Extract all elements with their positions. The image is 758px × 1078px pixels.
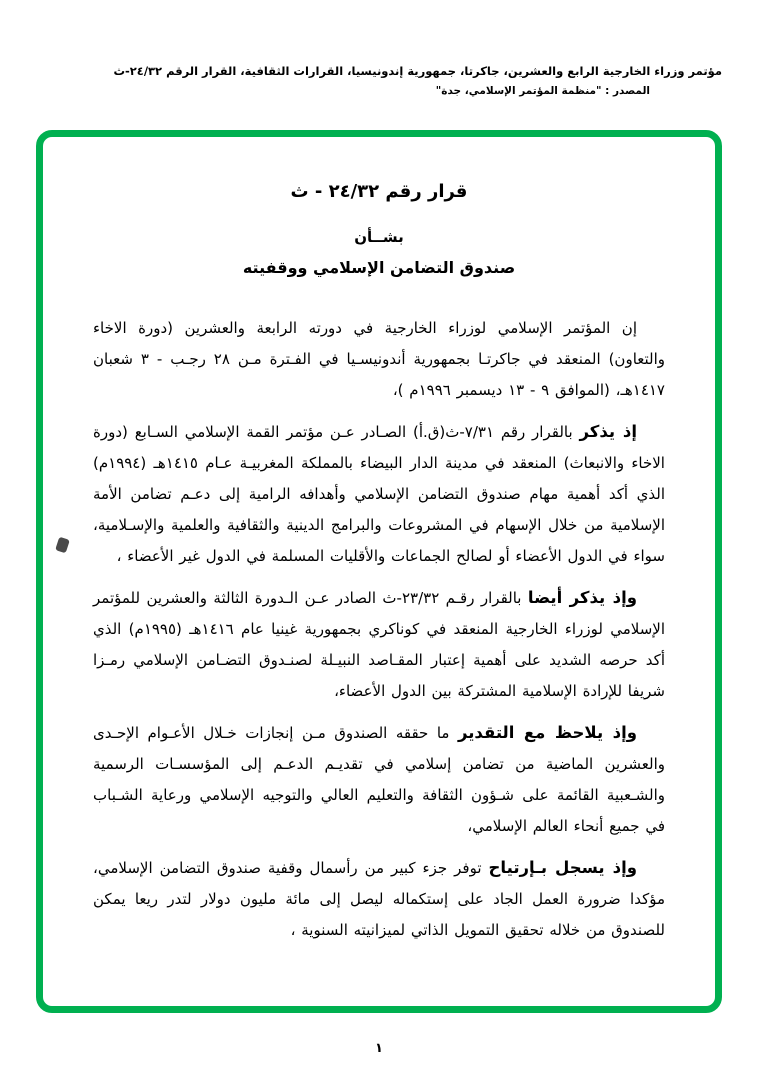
paragraph-noting xyxy=(93,717,665,842)
resolution-subject: صندوق التضامن الإسلامي ووقفيته xyxy=(242,258,516,277)
page-number: ١ xyxy=(375,1041,383,1056)
document-frame xyxy=(36,130,722,1013)
paragraph-lead: وإذ يسجل بـإرتياح xyxy=(488,858,637,877)
resolution-number-title: قرار رقم ٢٤/٣٢ - ث xyxy=(290,181,468,202)
paragraph-text: توفر جزء كبير من رأسمال وقفية صندوق التضامن الإسلامي، مؤكدا ضرورة العمل الجاد على إستكماله ليصل إلى مائة مليون دولار لتدر ريعا يمكن للصندوق من خلاله تحقيق التمويل الذاتي لميزانيته السنوية ، xyxy=(93,859,665,939)
paragraph-text: إن المؤتمر الإسلامي لوزراء الخارجية في دورته الرابعة والعشرين (دورة الاخاء والتعاون) المنعقد في جاكرتـا بجمهورية أندونيسـيا في الفـترة مـن ٢٨ رجـب - ٣ شعبان ١٤١٧هـ، (الموافق ٩ - ١٣ ديسمبر ١٩٩٦م )، xyxy=(93,319,666,399)
document-body xyxy=(93,313,665,946)
paragraph-recall-2 xyxy=(93,582,665,707)
source-line: المصدر : "منظمة المؤتمر الإسلامي، جدة" xyxy=(435,85,650,97)
resolution-title-block xyxy=(93,181,665,277)
paragraph-lead: إذ يذكر xyxy=(579,422,637,441)
paragraph-text: بالقرار رقـم ٢٣/٣٢-ث الصادر عـن الـدورة الثالثة والعشرين للمؤتمر الإسلامي لوزراء الخارجية المنعقد في كوناكري بجمهورية غينيا عام ١٤١٦هـ (١٩٩٥م) الذي أكد حرصه الشديد على أهمية إعتبار المقـاصد النبيـلة لصنـدوق التضـامن الإسلامي رمـزا شريفا للإرادة الإسلامية المشتركة بين الدول الأعضاء، xyxy=(93,589,665,700)
paragraph-recording xyxy=(93,852,665,946)
paragraph-lead: وإذ يلاحظ مع التقدير xyxy=(457,723,638,742)
citation-header xyxy=(36,64,722,97)
paragraph-text: ما حققه الصندوق مـن إنجازات خـلال الأعـوام الإحـدى والعشرين الماضية من تضامن إسلامي في تقديـم الدعـم إلى المؤسسـات الرسمية والشـعبية القائمة على شـؤون الثقافة والتعليم العالي والتوجيه الإسلامي ورعاية الشـباب في جميع أنحاء العالم الإسلامي، xyxy=(93,724,665,835)
paragraph-lead: وإذ يذكر أيضا xyxy=(527,588,637,607)
citation-line: مؤتمر وزراء الخارجية الرابع والعشرين، جاكرتا، جمهورية إندونيسيا، القرارات الثقافية، القرار الرقم ٢٤/٣٢-ث xyxy=(113,64,722,78)
paragraph-text: بالقرار رقم ٧/٣١-ث(ق.أ) الصـادر عـن مؤتمر القمة الإسلامي السـابع (دورة الاخاء والانبعاث) المنعقد في مدينة الدار البيضاء بالمملكة المغربيـة عـام ١٤١٥هـ (١٩٩٤م) الذي أكد أهمية مهام صندوق التضامن الإسلامي وأهدافه الرامية إلى دعـم تضامن الأمة الإسلامية من خلال الإسهام في المشروعات والبرامج الدينية والثقافية والعلمية والإسـلامية، سواء في الدول الأعضاء أو لصالح الجماعات والأقليات المسلمة في الدول غير الأعضاء ، xyxy=(93,423,665,565)
paragraph-recall-1 xyxy=(93,416,665,572)
paragraph-preamble xyxy=(93,313,665,406)
resolution-subject-label: بشــأن xyxy=(354,228,404,246)
